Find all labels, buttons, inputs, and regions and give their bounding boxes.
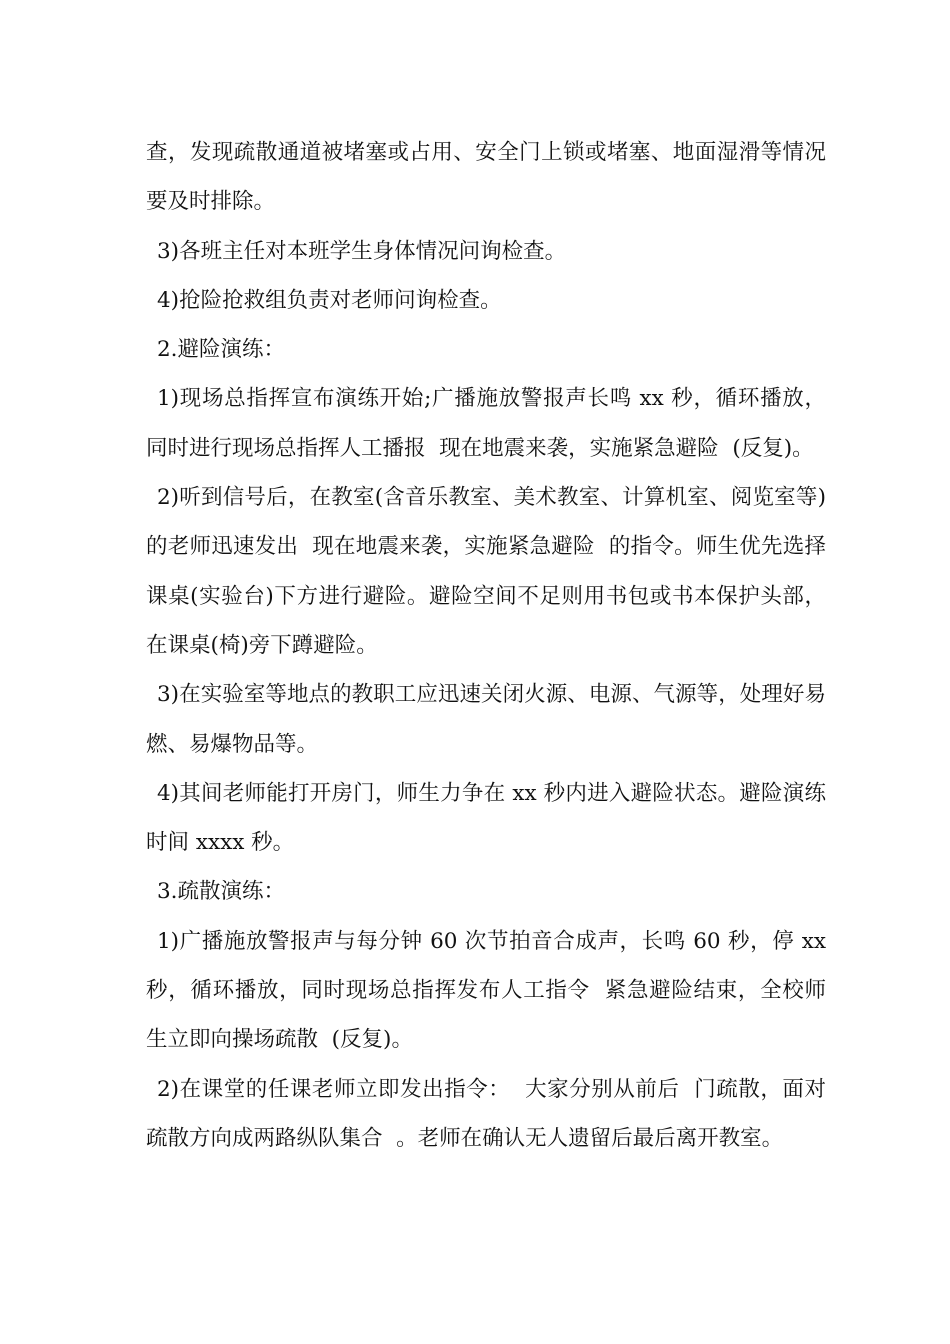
paragraph-lab-safety: 3)在实验室等地点的教职工应迅速关闭火源、电源、气源等，处理好易燃、易爆物品等。 <box>146 682 826 757</box>
paragraph-classroom-shelter: 2)听到信号后，在教室(含音乐教室、美术教室、计算机室、阅览室等)的老师迅速发出 现在地震来袭，实施紧急避险 的指令。师生优先选择课桌(实验台)下方进行避险。避险空间不足则用书包或书本保护头部，在课桌(椅)旁下蹲避险。 <box>146 485 826 658</box>
paragraph-teacher-instructions: 2)在课堂的任课老师立即发出指令： 大家分别从前后 门疏散，面对疏散方向成两路纵队集合 。老师在确认无人遗留后最后离开教室。 <box>146 1076 826 1151</box>
paragraph-drill-start: 1)现场总指挥宣布演练开始;广播施放警报声长鸣 xx 秒，循环播放，同时进行现场总指挥人工播报 现在地震来袭，实施紧急避险 (反复)。 <box>146 386 826 461</box>
document-body <box>146 128 833 1163</box>
section-heading-evacuation-drill: 3.疏散演练： <box>157 879 286 905</box>
paragraph-class-teacher-check: 3)各班主任对本班学生身体情况问询检查。 <box>157 238 567 264</box>
paragraph-evacuation-broadcast: 1)广播施放警报声与每分钟 60 次节拍音合成声，长鸣 60 秒，停 xx 秒，循环播放，同时现场总指挥发布人工指令 紧急避险结束，全校师生立即向操场疏散 (反复)。 <box>146 928 833 1053</box>
section-heading-shelter-drill: 2.避险演练： <box>157 337 286 363</box>
paragraph-shelter-time: 4)其间老师能打开房门，师生力争在 xx 秒内进入避险状态。避险演练时间 xxxx 秒。 <box>146 780 826 856</box>
paragraph-rescue-team-check: 4)抢险抢救组负责对老师问询检查。 <box>157 287 502 313</box>
paragraph-check-continuation: 查，发现疏散通道被堵塞或占用、安全门上锁或堵塞、地面湿滑等情况要及时排除。 <box>146 140 826 215</box>
